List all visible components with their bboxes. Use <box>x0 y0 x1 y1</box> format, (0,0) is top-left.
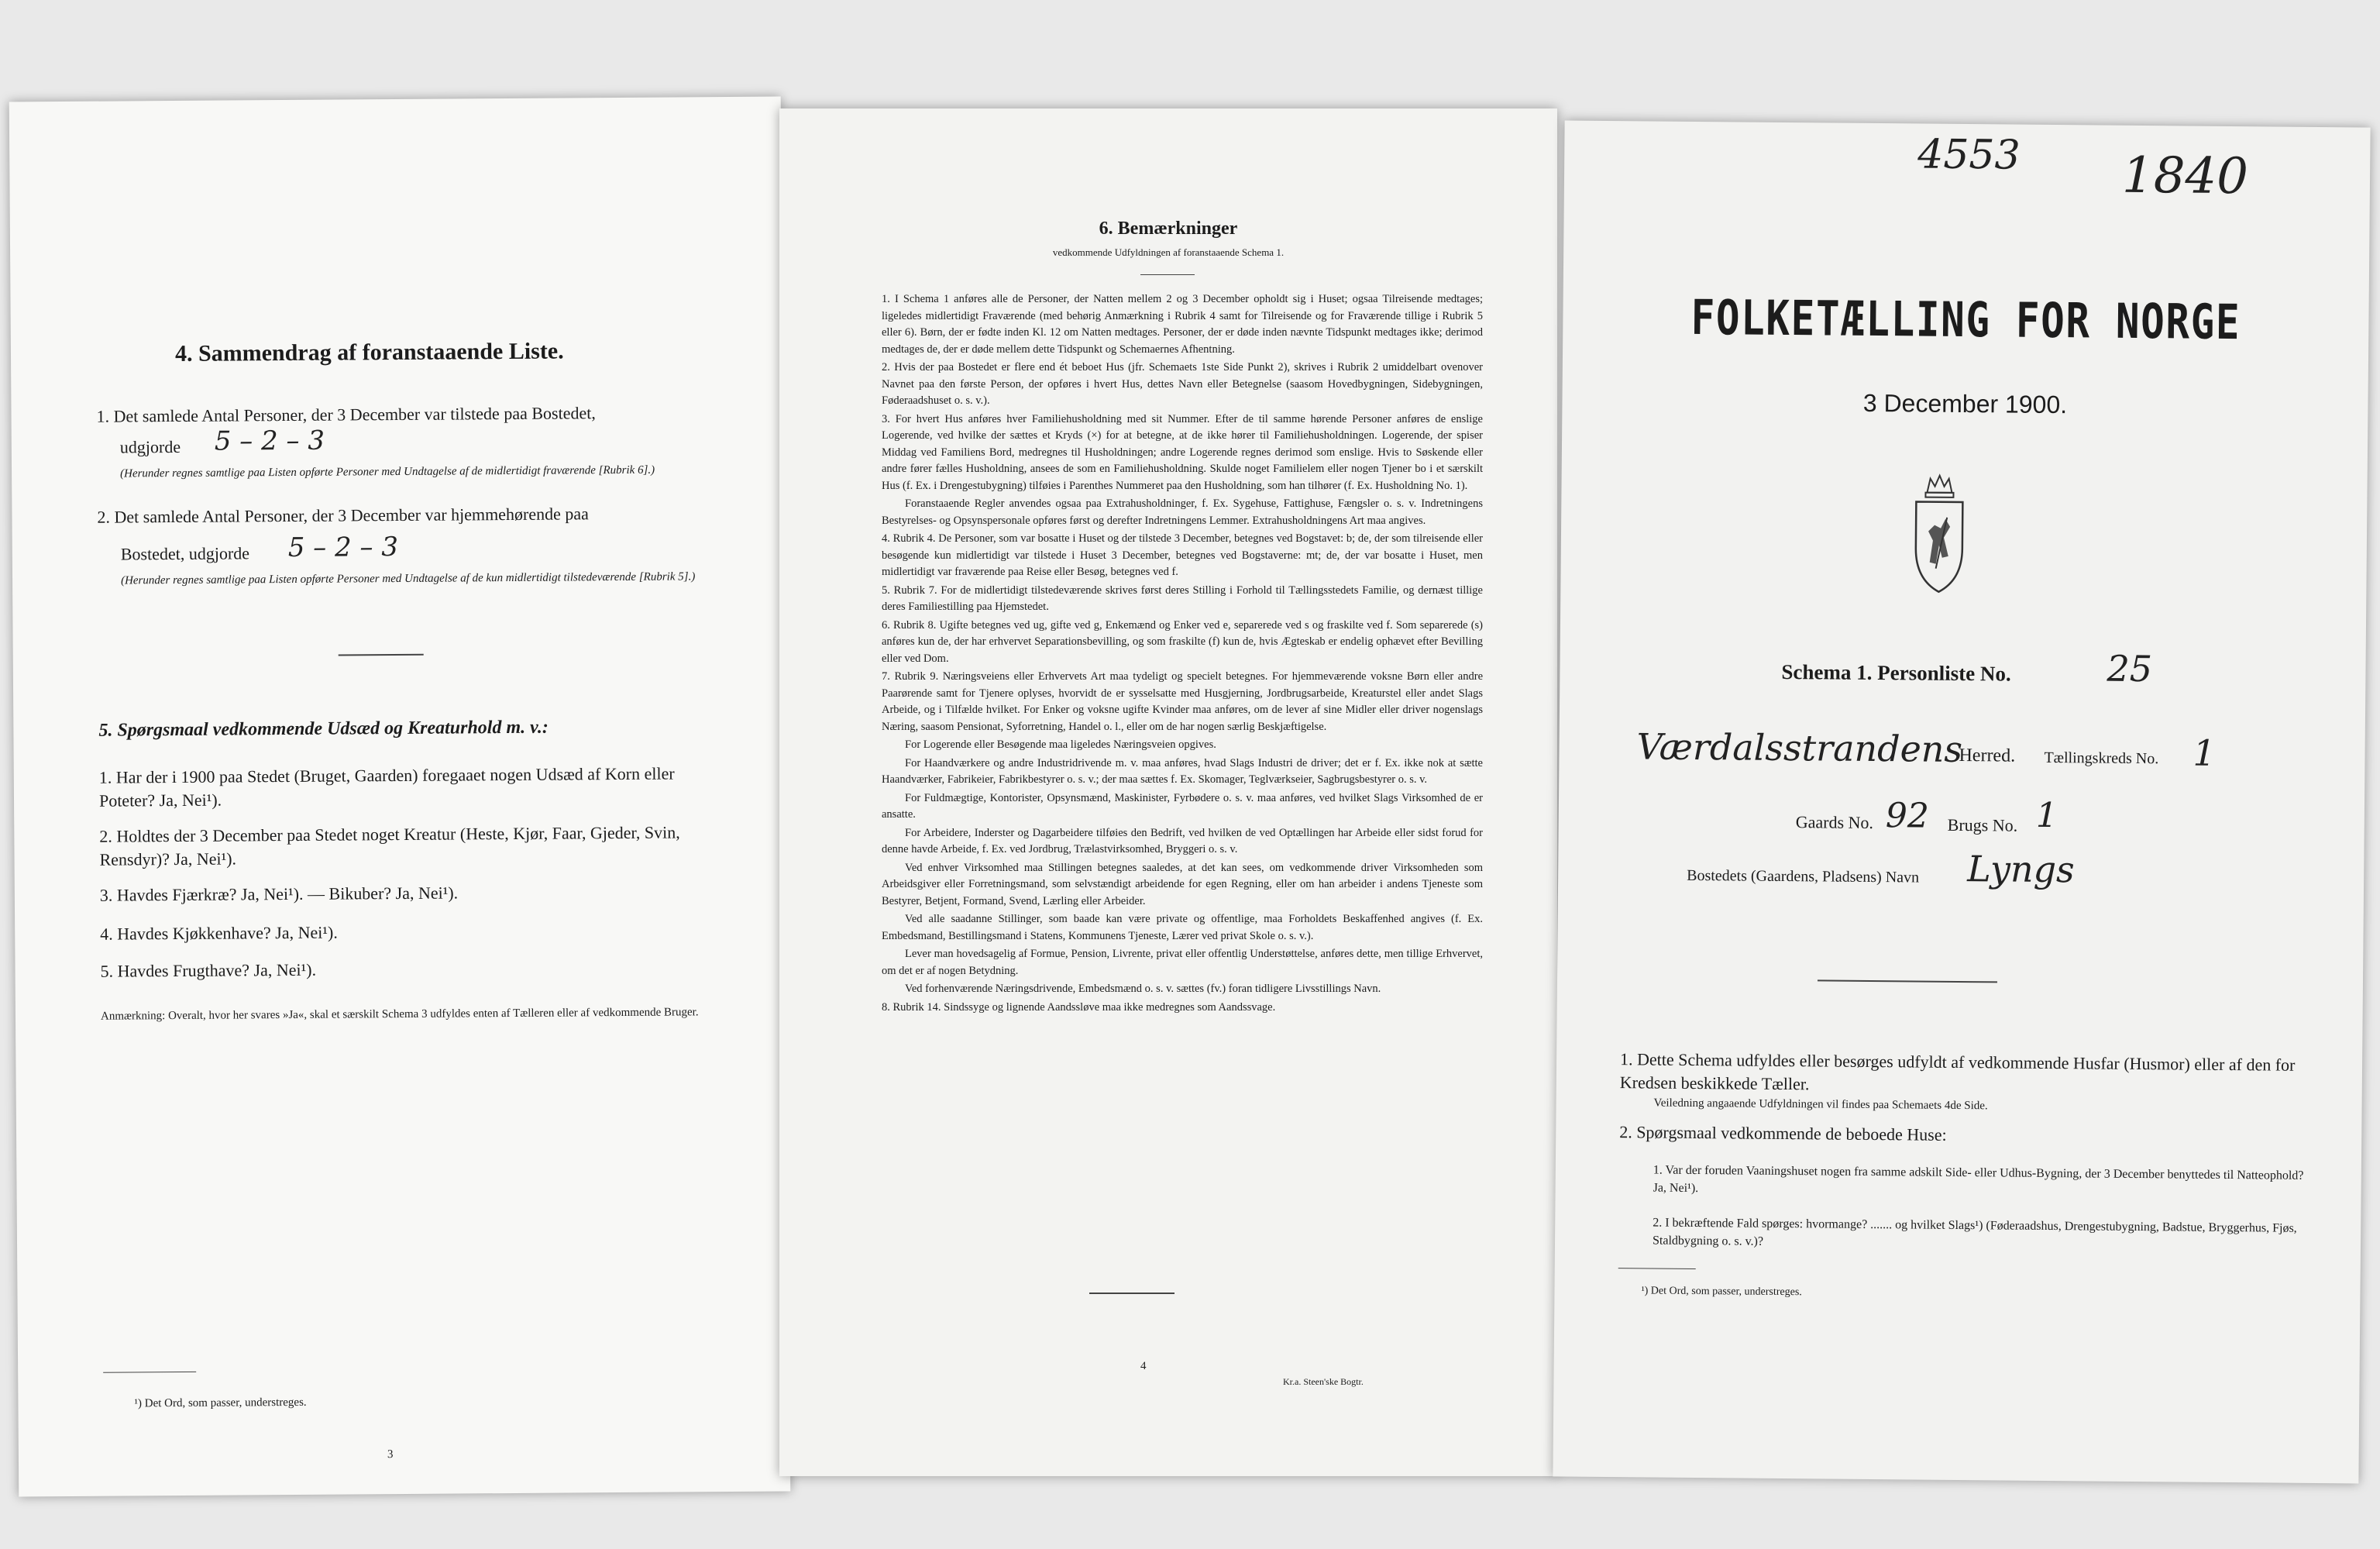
footnote-divider <box>103 1372 196 1373</box>
bostedets-value: Lyngs <box>1967 848 2075 891</box>
instruction-1-note: Veiledning angaaende Udfyldningen vil findes paa Schemaets 4de Side. <box>1653 1096 1988 1113</box>
remark-paragraph: For Logerende eller Besøgende maa ligeledes Næringsveien opgives. <box>905 738 1216 751</box>
middle-page <box>779 108 1557 1476</box>
question-4: 4. Havdes Kjøkkenhave? Ja, Nei¹). <box>100 922 338 944</box>
bemaerkninger-title: 6. Bemærkninger <box>1099 219 1238 239</box>
section5-title: 5. Spørgsmaal vedkommende Udsæd og Kreaturhold m. v.: <box>98 717 549 741</box>
bostedets-label: Bostedets (Gaardens, Pladsens) Navn <box>1687 866 1920 886</box>
brugs-value: 1 <box>2035 795 2058 836</box>
section-divider <box>1818 979 1997 983</box>
item1-text: 1. Det samlede Antal Personer, der 3 December var tilstede paa Bostedet, <box>96 403 596 426</box>
bemaerkninger-subtitle: vedkommende Udfyldningen af foranstaaende Schema 1. <box>1052 246 1285 258</box>
remark-paragraph: For Haandværkere og andre Industridrivende m. v. maa anføres, hvad Slags Industri de driver; det er f. Ex. ikke nok at sætte Haandværker, Fabrikeier, Fabrikbestyrer o. s. v.; der maa sættes f. Ex. Skomager, Teglværkseier, Sagbrugsbestyrer o. s. v. <box>882 756 1483 786</box>
item2-bostedet: Bostedet, udgjorde <box>120 543 250 564</box>
remark-paragraph: 7. Rubrik 9. Næringsveiens eller Erhvervets Art maa tydeligt og specielt betegnes. For hjemmeværende voksne Børn eller andre Paarørende samt for Tjenere oplyses, hvorvidt de er sysselsatte med Husgjerning, Jordbrugsarbeide, Kreaturstel eller andet Slags Arbeide, og i Tilfælde hvilket. For Enker og voksne ugifte Kvinder maa anføres, om de lever af sine Midler eller driver nogenslags Næring, saasom Pensionat, Syforretning, Handel o. l., eller om de har nogen særlig Beskjæftigelse. <box>882 670 1483 733</box>
section-divider <box>339 654 424 656</box>
item2-value: 5 – 2 – 3 <box>287 532 399 563</box>
gaards-label: Gaards No. <box>1795 812 1874 833</box>
remark-paragraph: 8. Rubrik 14. Sindssyge og lignende Aandssløve maa ikke medregnes som Aandssvage. <box>882 1000 1276 1014</box>
instruction-2-q1: 1. Var der foruden Vaaningshuset nogen fra samme adskilt Side- eller Udhus-Bygning, der 3 December benyttedes til Natteophold? Ja, Nei¹). <box>1653 1163 2304 1196</box>
taellingskreds-value: 1 <box>2193 731 2217 774</box>
census-date: 3 December 1900. <box>1862 388 2068 419</box>
gaards-value: 92 <box>1885 796 1930 836</box>
footnote: ¹) Det Ord, som passer, understreges. <box>134 1396 307 1410</box>
remark-paragraph: 3. For hvert Hus anføres hver Familiehusholdning med sit Nummer. Efter de til samme hørende Personer anføres de enslige Logerende, ved hvilke der sættes et Kryds (×) for at betegne, at de ikke hører til Familiehusholdningen. Logerende, der spiser Middag ved Familiens Bord, medregnes til Husholdningen; andre Logerende regnes derimod som enslige. Hvis to Søskende eller andre fører fælles Husholdning, ansees de som en Familiehusholdning. Skulde noget Familielem eller nogen Tjener bo i et særskilt Hus (f. Ex. i Drengestubygning) tilføies i Parenthes Nummeret paa den Husholdning, som han tilhører (f. Ex. Husholdning No. 1). <box>882 412 1483 492</box>
instruction-1: 1. Dette Schema udfyldes eller besørges udfyldt af vedkommende Husfar (Husmor) eller af den for Kredsen beskikkede Tæller. <box>1619 1049 2296 1094</box>
item2-text: 2. Det samlede Antal Personer, der 3 December var hjemmehørende paa <box>97 504 589 527</box>
remark-paragraph: 6. Rubrik 8. Ugifte betegnes ved ug, gifte ved g, Enkemænd og Enker ved e, separerede ved s og fraskilte ved f. Som separerede (s) anføres kun de, der har erhvervet Separationsbevilling, og som fraskilte (f) kun de, hvis Ægteskab er endelig ophævet efter Bevilling eller ved Dom. <box>882 618 1483 665</box>
remark-paragraph: Foranstaaende Regler anvendes ogsaa paa Extrahusholdninger, f. Ex. Sygehuse, Fattighuse, Fængsler o. s. v. Indretningens Bestyrelses- og Opsynspersonale opføres først og derefter Indretningens Lemmer. Extrahusholdningens Art maa angives. <box>882 497 1483 527</box>
anmaerkning-note: Anmærkning: Overalt, hvor her svares »Ja«, skal et særskilt Schema 3 udfyldes enten af Tælleren eller af vedkommende Bruger. <box>100 1006 699 1023</box>
left-page <box>9 97 791 1497</box>
herred-value: Værdalsstrandens <box>1636 725 1963 771</box>
main-title: FOLKETÆLLING FOR NORGE <box>1690 288 2241 351</box>
item1-note: (Herunder regnes samtlige paa Listen opførte Personer med Undtagelse af de midlertidigt fraværende [Rubrik 6].) <box>120 463 655 480</box>
end-divider <box>1089 1293 1175 1294</box>
item2-note: (Herunder regnes samtlige paa Listen opførte Personer med Undtagelse af de kun midlertidigt tilstedeværende [Rubrik 5].) <box>120 570 696 587</box>
handwritten-archive-number: 4553 <box>1917 131 2021 179</box>
remark-paragraph: For Arbeidere, Inderster og Dagarbeidere tilføies den Bedrift, ved hvilken de ved Optællingen har Arbeide eller sidst forud for denne havde Arbeide, f. Ex. ved Jordbrug, Trælastvirksomhed, Bryggeri o. s. v. <box>882 826 1483 855</box>
herred-label: Herred. <box>1959 745 2016 766</box>
question-3: 3. Havdes Fjærkræ? Ja, Nei¹). — Bikuber? Ja, Nei¹). <box>99 883 459 905</box>
remark-paragraph: 2. Hvis der paa Bostedet er flere end ét beboet Hus (jfr. Schemaets 1ste Side Punkt 2), skrives i Rubrik 2 umiddelbart ovenover Navnet paa den første Person, der opføres i hvert Hus, dettes Navn eller Betegnelse (saasom Hovedbygningen, Sidebygningen, Føderaadshuset o. s. v.). <box>882 361 1483 407</box>
remark-paragraph: Ved enhver Virksomhed maa Stillingen betegnes saaledes, at det kan sees, om vedkommende driver Virksomheden som Arbeidsgiver eller Forretningsmand, som selvstændigt arbeidende for egen Regning, eller om han arbeider i andens Tjeneste som Bestyrer, Betjent, Formand, Svend, Lærling eller Arbeider. <box>882 861 1483 907</box>
page-number: 4 <box>1140 1360 1147 1372</box>
page-number: 3 <box>387 1448 394 1461</box>
norway-coat-of-arms-icon <box>1909 470 1969 595</box>
remark-paragraph: 5. Rubrik 7. For de midlertidigt tilstedeværende skrives først deres Stilling i Forhold til Tællingsstedets Familie, og dernæst tillige deres Familiestilling paa Hjemstedet. <box>882 583 1483 613</box>
footnote: ¹) Det Ord, som passer, understreges. <box>1641 1285 1802 1299</box>
footnote-divider <box>1618 1268 1696 1269</box>
remark-paragraph: Lever man hovedsagelig af Formue, Pension, Livrente, privat eller offentlig Understøttelse, anføres dette, men tillige Erhvervet, om det er af nogen Betydning. <box>882 948 1483 977</box>
question-5: 5. Havdes Frugthave? Ja, Nei¹). <box>100 959 317 981</box>
item1-udgjorde: udgjorde <box>119 436 181 457</box>
schema-label: Schema 1. Personliste No. <box>1781 659 2011 686</box>
remark-paragraph: For Fuldmægtige, Kontorister, Opsynsmænd, Maskinister, Fyrbødere o. s. v. maa anføres, ved hvilket Slags Virksomhed de er ansatte. <box>882 791 1483 821</box>
handwritten-archive-number-2: 1840 <box>2121 146 2249 206</box>
question-2: 2. Holdtes der 3 December paa Stedet noget Kreatur (Heste, Kjør, Faar, Gjeder, Svin, Rensdyr)? Ja, Nei¹). <box>99 822 680 869</box>
instruction-2-q2: 2. I bekræftende Fald spørges: hvormange? ....... og hvilket Slags¹) (Føderaadshus, Drengestubygning, Badstue, Bryggerhus, Fjøs, Staldbygning o. s. v.)? <box>1652 1216 2297 1248</box>
item1-value: 5 – 2 – 3 <box>214 425 325 457</box>
right-page <box>1553 120 2370 1483</box>
schema-number: 25 <box>2107 647 2153 690</box>
remark-paragraph: Ved alle saadanne Stillinger, som baade kan være private og offentlige, maa Forholdets Beskaffenhed angives (f. Ex. Embedsmand, Bestillingsmand i Statens, Kommunens Tjeneste, Lærer ved privat Skole o. s. v.). <box>882 913 1483 942</box>
printer-imprint: Kr.a. Steen'ske Bogtr. <box>1283 1376 1364 1387</box>
remark-paragraph: 1. I Schema 1 anføres alle de Personer, der Natten mellem 2 og 3 December opholdt sig i Huset; ogsaa Tilreisende medtages; ligeledes midlertidigt Fraværende (med behørig Anmærkning i Rubrik 4 samt for Tilreisende og for Fraværende tillige i Rubrik 5 eller 6). Børn, der er fødte inden Kl. 12 om Natten medtages. Personer, der er døde inden nævnte Tidspunkt medtages ikke; derimod medtages de, der er døde mellem dette Tidspunkt og Schemaernes Afhentning. <box>882 293 1483 356</box>
title-divider <box>1140 274 1195 275</box>
question-1: 1. Har der i 1900 paa Stedet (Bruget, Gaarden) foregaaet nogen Udsæd af Korn eller Poteter? Ja, Nei¹). <box>98 763 675 811</box>
taellingskreds-label: Tællingskreds No. <box>2044 749 2159 768</box>
section4-title: 4. Sammendrag af foranstaaende Liste. <box>174 338 564 367</box>
remark-paragraph: Ved forhenværende Næringsdrivende, Embedsmænd o. s. v. sættes (fv.) foran tidligere Livsstillings Navn. <box>905 983 1381 995</box>
instruction-2: 2. Spørgsmaal vedkommende de beboede Huse: <box>1619 1122 1947 1145</box>
remark-paragraph: 4. Rubrik 4. De Personer, som var bosatte i Huset og der tilstede 3 December, betegnes ved Bogstavet: b; de, der som tilreisende eller besøgende kun midlertidigt var tilstede i Huset 3 December, betegnes ved Bogstaverne: mt; de, der var bosatte i Huset, men midlertidigt var fraværende paa Reise eller Besøg, betegnes ved f. <box>882 532 1483 578</box>
remarks-body <box>882 291 1483 1017</box>
brugs-label: Brugs No. <box>1947 814 2018 835</box>
